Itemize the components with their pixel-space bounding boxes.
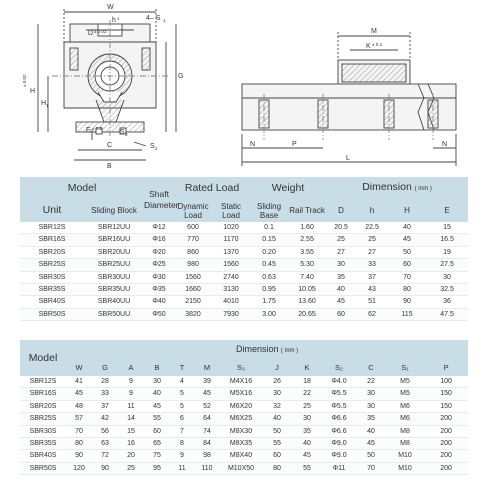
label-k-tol: ± 0.2	[372, 42, 382, 47]
label-l: L	[346, 155, 350, 162]
header-h-small: h	[369, 206, 375, 215]
table-cell: SBR50S	[20, 308, 84, 320]
table-cell: 11	[118, 400, 144, 412]
table-cell: SBR30S	[20, 271, 84, 283]
table-row	[20, 259, 468, 271]
table2-column-header: S₁	[401, 362, 409, 372]
table-cell: 1.60	[288, 222, 326, 234]
table-cell: 25	[356, 234, 388, 246]
table-cell: SBR40S	[20, 296, 84, 308]
header-rated-load-text: Rated Load	[184, 181, 240, 194]
table-cell: 7	[170, 425, 194, 437]
table-cell: SBR40S	[20, 450, 66, 462]
table-cell: 42	[92, 413, 118, 425]
table-cell: 7.40	[288, 271, 326, 283]
header-d: D	[338, 206, 344, 215]
table-cell: 50	[262, 425, 292, 437]
table-cell: SBR12UU	[84, 222, 144, 234]
table-cell: 1660	[174, 284, 212, 296]
table-cell: 75	[144, 450, 170, 462]
table-cell: 30	[356, 400, 386, 412]
header-dimension-text: Dimension	[362, 180, 412, 193]
table-cell: 26	[262, 376, 292, 388]
table-cell: 55	[292, 462, 322, 474]
table-cell: 80	[66, 438, 92, 450]
table2-column-header: T	[179, 362, 185, 372]
label-c: C	[107, 142, 113, 149]
header-static-load: Static Load	[221, 201, 242, 220]
table-cell: 56	[92, 425, 118, 437]
table-cell: 0.15	[250, 234, 288, 246]
table-cell: 2.55	[288, 234, 326, 246]
table-cell: 2740	[212, 271, 250, 283]
table-cell: M4X16	[220, 376, 262, 388]
table2-header-dimension-text: Dimension	[236, 344, 279, 354]
table-cell: 41	[66, 376, 92, 388]
table-cell: 9	[118, 376, 144, 388]
table-cell: 95	[144, 462, 170, 474]
table-cell: 27.5	[426, 259, 468, 271]
label-s3-sub: 3	[125, 132, 128, 137]
label-h1-top: h	[112, 17, 116, 24]
table1-header-row-1	[20, 177, 468, 199]
table-cell: 90	[66, 450, 92, 462]
table-cell: 1170	[212, 234, 250, 246]
table-cell: SBR50S	[20, 462, 66, 474]
table-row	[20, 425, 468, 437]
table-cell: 18	[292, 376, 322, 388]
table-cell: 90	[388, 296, 426, 308]
table-cell: 35	[292, 425, 322, 437]
label-b: B	[107, 163, 112, 170]
table-row	[20, 234, 468, 246]
header-weight	[250, 177, 326, 199]
table-cell: Φ9.0	[322, 450, 356, 462]
table-cell: 25	[292, 400, 322, 412]
table-cell: M6	[386, 400, 424, 412]
label-e-tol: ± 0.2	[92, 126, 102, 131]
table2-column-header: C	[368, 362, 374, 372]
table-cell: SBR20S	[20, 400, 66, 412]
table-cell: 60	[388, 259, 426, 271]
table-cell: M5X16	[220, 388, 262, 400]
table-cell: 15	[426, 222, 468, 234]
table-cell: 0.20	[250, 246, 288, 258]
table-cell: 47.5	[426, 308, 468, 320]
label-n-right: N	[442, 141, 448, 148]
table-cell: 980	[174, 259, 212, 271]
table-cell: SBR35S	[20, 284, 84, 296]
table-cell: 200	[424, 462, 468, 474]
table-cell: 98	[194, 450, 220, 462]
table-cell: 14	[118, 413, 144, 425]
table-cell: 60	[144, 425, 170, 437]
table-cell: SBR12S	[20, 376, 66, 388]
header-shaft-diameter: Shaft Diameter	[144, 188, 179, 210]
table-cell: 2150	[174, 296, 212, 308]
table-cell: M6	[386, 413, 424, 425]
table-row	[20, 222, 468, 234]
table-row	[20, 438, 468, 450]
table-cell: 45	[292, 450, 322, 462]
table-cell: M5	[386, 388, 424, 400]
table-cell: 600	[174, 222, 212, 234]
table-row	[20, 271, 468, 283]
table-row	[20, 246, 468, 258]
table-cell: 40	[292, 438, 322, 450]
table-cell: SBR16UU	[84, 234, 144, 246]
dimensions-table	[20, 340, 468, 475]
label-e: E	[86, 127, 91, 134]
table-cell: 100	[424, 376, 468, 388]
table2-column-header: J	[275, 362, 279, 372]
table-cell: M8X30	[220, 425, 262, 437]
table-cell: 25	[326, 234, 356, 246]
table-cell: 22	[292, 388, 322, 400]
table-cell: 19	[426, 246, 468, 258]
header-unit-text: Unit	[42, 204, 62, 216]
table-cell: 770	[174, 234, 212, 246]
table-cell: Φ5.5	[322, 388, 356, 400]
header-h: H	[404, 206, 410, 215]
label-k: K	[366, 43, 371, 50]
table-cell: Φ5.5	[322, 400, 356, 412]
table-cell: 5	[170, 400, 194, 412]
header-unit	[20, 199, 84, 222]
label-h-tol: ± 0.02	[22, 74, 27, 87]
table-cell: 150	[424, 388, 468, 400]
table1-header-row-2	[20, 199, 468, 222]
table-cell: 1560	[212, 259, 250, 271]
table-cell: 200	[424, 425, 468, 437]
table-cell: M5	[386, 376, 424, 388]
table-cell: 63	[92, 438, 118, 450]
table-cell: M8X35	[220, 438, 262, 450]
table-cell: 90	[92, 462, 118, 474]
table-cell: 65	[144, 438, 170, 450]
table2-column-header: S₃	[236, 362, 246, 372]
table-cell: Φ6.6	[322, 413, 356, 425]
table2-column-header: G	[102, 362, 108, 372]
table-cell: Φ9.0	[322, 438, 356, 450]
table-cell: M8	[386, 425, 424, 437]
table-cell: 50	[356, 450, 386, 462]
table2-header-model	[20, 340, 66, 376]
table-cell: 7930	[212, 308, 250, 320]
label-s2-sub: 2	[155, 146, 158, 151]
table-cell: 30	[262, 388, 292, 400]
table-cell: 40	[356, 425, 386, 437]
header-rated-load	[174, 177, 250, 199]
label-p: P	[292, 141, 297, 148]
table-cell: 80	[388, 284, 426, 296]
label-g: G	[178, 73, 184, 80]
header-rail-track: Rail Track	[289, 206, 325, 215]
front-view-drawing	[38, 9, 176, 160]
table-cell: 1370	[212, 246, 250, 258]
table-cell: 3130	[212, 284, 250, 296]
table-cell: 40	[144, 388, 170, 400]
table-cell: SBR12S	[20, 222, 84, 234]
table-cell: 84	[194, 438, 220, 450]
table-row	[20, 413, 468, 425]
table-cell: 32.5	[426, 284, 468, 296]
table-cell: 45	[194, 388, 220, 400]
table-cell: M6X25	[220, 413, 262, 425]
table-cell: 30	[292, 413, 322, 425]
table-cell: 1560	[174, 271, 212, 283]
table-cell: 45	[144, 400, 170, 412]
table-cell: 16	[118, 438, 144, 450]
table-cell: 200	[424, 450, 468, 462]
table-cell: M8	[386, 438, 424, 450]
table-cell: 45	[326, 296, 356, 308]
table-cell: 9	[118, 388, 144, 400]
label-s2: S	[150, 143, 155, 150]
table-cell: Φ16	[144, 234, 174, 246]
table-cell: Φ12	[144, 222, 174, 234]
table-cell: SBR20S	[20, 246, 84, 258]
table2-header-dimension-unit: ( mm )	[280, 348, 299, 354]
table-cell: 28	[92, 376, 118, 388]
table-cell: 120	[66, 462, 92, 474]
table2-column-header: P	[443, 362, 449, 372]
table-cell: 70	[388, 271, 426, 283]
table-cell: 33	[92, 388, 118, 400]
table-cell: SBR16S	[20, 234, 84, 246]
table-cell: 0.95	[250, 284, 288, 296]
table-cell: 30	[144, 376, 170, 388]
table-cell: 15	[118, 425, 144, 437]
label-h1-side: H	[41, 100, 47, 107]
table-cell: 57	[66, 413, 92, 425]
table-row	[20, 400, 468, 412]
table-cell: 25	[118, 462, 144, 474]
table-cell: 22.5	[356, 222, 388, 234]
table-row	[20, 388, 468, 400]
header-weight-text: Weight	[271, 181, 305, 194]
table2-header-dimension	[66, 340, 468, 358]
table-cell: 5.30	[288, 259, 326, 271]
table-cell: SBR50UU	[84, 308, 144, 320]
table-cell: 51	[356, 296, 388, 308]
table-cell: 5	[170, 388, 194, 400]
table-cell: 64	[194, 413, 220, 425]
label-n-left: N	[250, 141, 256, 148]
table-cell: 33	[356, 259, 388, 271]
table-cell: 4	[170, 376, 194, 388]
table-cell: 27	[326, 246, 356, 258]
table-cell: M10X50	[220, 462, 262, 474]
table2-header-row-2	[20, 358, 468, 376]
table-cell: 40	[388, 222, 426, 234]
header-e: E	[444, 206, 450, 215]
table-cell: 0.1	[250, 222, 288, 234]
table-cell: 13.60	[288, 296, 326, 308]
table-cell: 45	[388, 234, 426, 246]
table-cell: Φ35	[144, 284, 174, 296]
table-row	[20, 308, 468, 320]
table-cell: 45	[356, 438, 386, 450]
table2-column-header: K	[304, 362, 310, 372]
table-cell: 11	[170, 462, 194, 474]
table-cell: M8X40	[220, 450, 262, 462]
table-cell: 50	[388, 246, 426, 258]
table-cell: 200	[424, 413, 468, 425]
table-cell: 27	[356, 246, 388, 258]
header-dimension-unit: ( mm )	[414, 185, 432, 192]
table-row	[20, 284, 468, 296]
table-cell: 30	[356, 388, 386, 400]
table-cell: 35	[356, 413, 386, 425]
label-d-tol: ± 0.02	[94, 29, 107, 34]
table-cell: 8	[170, 438, 194, 450]
table-cell: 62	[356, 308, 388, 320]
label-h1-side-sub: 1	[46, 103, 49, 108]
table-row	[20, 296, 468, 308]
table-cell: 70	[356, 462, 386, 474]
technical-drawings	[0, 0, 488, 170]
table-cell: 0.45	[250, 259, 288, 271]
table-cell: 52	[194, 400, 220, 412]
table-cell: 48	[66, 400, 92, 412]
table-cell: SBR25S	[20, 259, 84, 271]
header-sliding-block: Sliding Block	[91, 206, 137, 215]
table-cell: Φ50	[144, 308, 174, 320]
table-cell: 110	[194, 462, 220, 474]
table-cell: 3.55	[288, 246, 326, 258]
table-cell: SBR20UU	[84, 246, 144, 258]
label-h: H	[30, 88, 36, 95]
table-cell: Φ20	[144, 246, 174, 258]
table-cell: SBR35UU	[84, 284, 144, 296]
table-cell: 860	[174, 246, 212, 258]
table2-header-row-1	[20, 340, 468, 358]
table-cell: SBR30UU	[84, 271, 144, 283]
table-cell: 39	[194, 376, 220, 388]
table-cell: 200	[424, 438, 468, 450]
table-row	[20, 376, 468, 388]
table-cell: SBR30S	[20, 425, 66, 437]
table-cell: Φ6.6	[322, 425, 356, 437]
label-d: D	[88, 30, 94, 37]
side-view-drawing	[242, 32, 456, 166]
label-s3: S	[120, 129, 125, 136]
table-cell: SBR40UU	[84, 296, 144, 308]
table-cell: 9	[170, 450, 194, 462]
table-cell: 115	[388, 308, 426, 320]
table-cell: 0.63	[250, 271, 288, 283]
table2-column-header: B	[154, 362, 160, 372]
table-cell: M6X20	[220, 400, 262, 412]
table-cell: 43	[356, 284, 388, 296]
table-cell: 55	[262, 438, 292, 450]
table-cell: M10	[386, 450, 424, 462]
table2-column-header: S₂	[335, 362, 343, 372]
label-h1-top-tol: 1	[117, 16, 120, 21]
table-cell: 3820	[174, 308, 212, 320]
table-cell: 35	[326, 271, 356, 283]
table-cell: M10	[386, 462, 424, 474]
table-cell: 70	[66, 425, 92, 437]
table-cell: 37	[92, 400, 118, 412]
table-cell: Φ30	[144, 271, 174, 283]
label-w: W	[107, 4, 114, 11]
table-cell: 30	[326, 259, 356, 271]
table-cell: Φ25	[144, 259, 174, 271]
header-sliding-base: Sliding Base	[257, 201, 282, 220]
table-cell: Φ4.0	[322, 376, 356, 388]
table2-column-header: A	[128, 362, 134, 372]
table-cell: SBR25UU	[84, 259, 144, 271]
table-cell: Φ40	[144, 296, 174, 308]
table-cell: SBR16S	[20, 388, 66, 400]
table-cell: 20.65	[288, 308, 326, 320]
table-cell: Φ11	[322, 462, 356, 474]
table-cell: 37	[356, 271, 388, 283]
table-cell: 6	[170, 413, 194, 425]
table-cell: 3.00	[250, 308, 288, 320]
table-cell: 16.5	[426, 234, 468, 246]
label-s1: 4– S	[146, 15, 161, 22]
table-row	[20, 462, 468, 474]
table-cell: 150	[424, 400, 468, 412]
header-dimension	[326, 177, 468, 199]
table-cell: 60	[326, 308, 356, 320]
header-model-text: Model	[67, 181, 97, 194]
label-s1-sub: 1	[163, 18, 166, 23]
table-cell: 80	[262, 462, 292, 474]
table-cell: 10.05	[288, 284, 326, 296]
table2-column-header: W	[75, 362, 83, 372]
header-model	[20, 177, 144, 199]
table-cell: 36	[426, 296, 468, 308]
table-cell: 60	[262, 450, 292, 462]
table2-header-model-text: Model	[28, 352, 58, 364]
table-cell: 40	[262, 413, 292, 425]
table2-column-header: M	[203, 362, 211, 372]
table-cell: 4010	[212, 296, 250, 308]
table-cell: 45	[66, 388, 92, 400]
table-cell: SBR35S	[20, 438, 66, 450]
table-cell: SBR25S	[20, 413, 66, 425]
table-cell: 22	[356, 376, 386, 388]
table-cell: 1.75	[250, 296, 288, 308]
table-cell: 72	[92, 450, 118, 462]
table-cell: 30	[426, 271, 468, 283]
table-cell: 55	[144, 413, 170, 425]
table-row	[20, 450, 468, 462]
table-cell: 40	[326, 284, 356, 296]
table-cell: 74	[194, 425, 220, 437]
label-m: M	[371, 28, 377, 35]
table-cell: 20	[118, 450, 144, 462]
table-cell: 20.5	[326, 222, 356, 234]
specifications-table	[20, 177, 468, 321]
table-cell: 1020	[212, 222, 250, 234]
header-dynamic-load: Dynamic Load	[177, 201, 209, 220]
table-cell: 32	[262, 400, 292, 412]
